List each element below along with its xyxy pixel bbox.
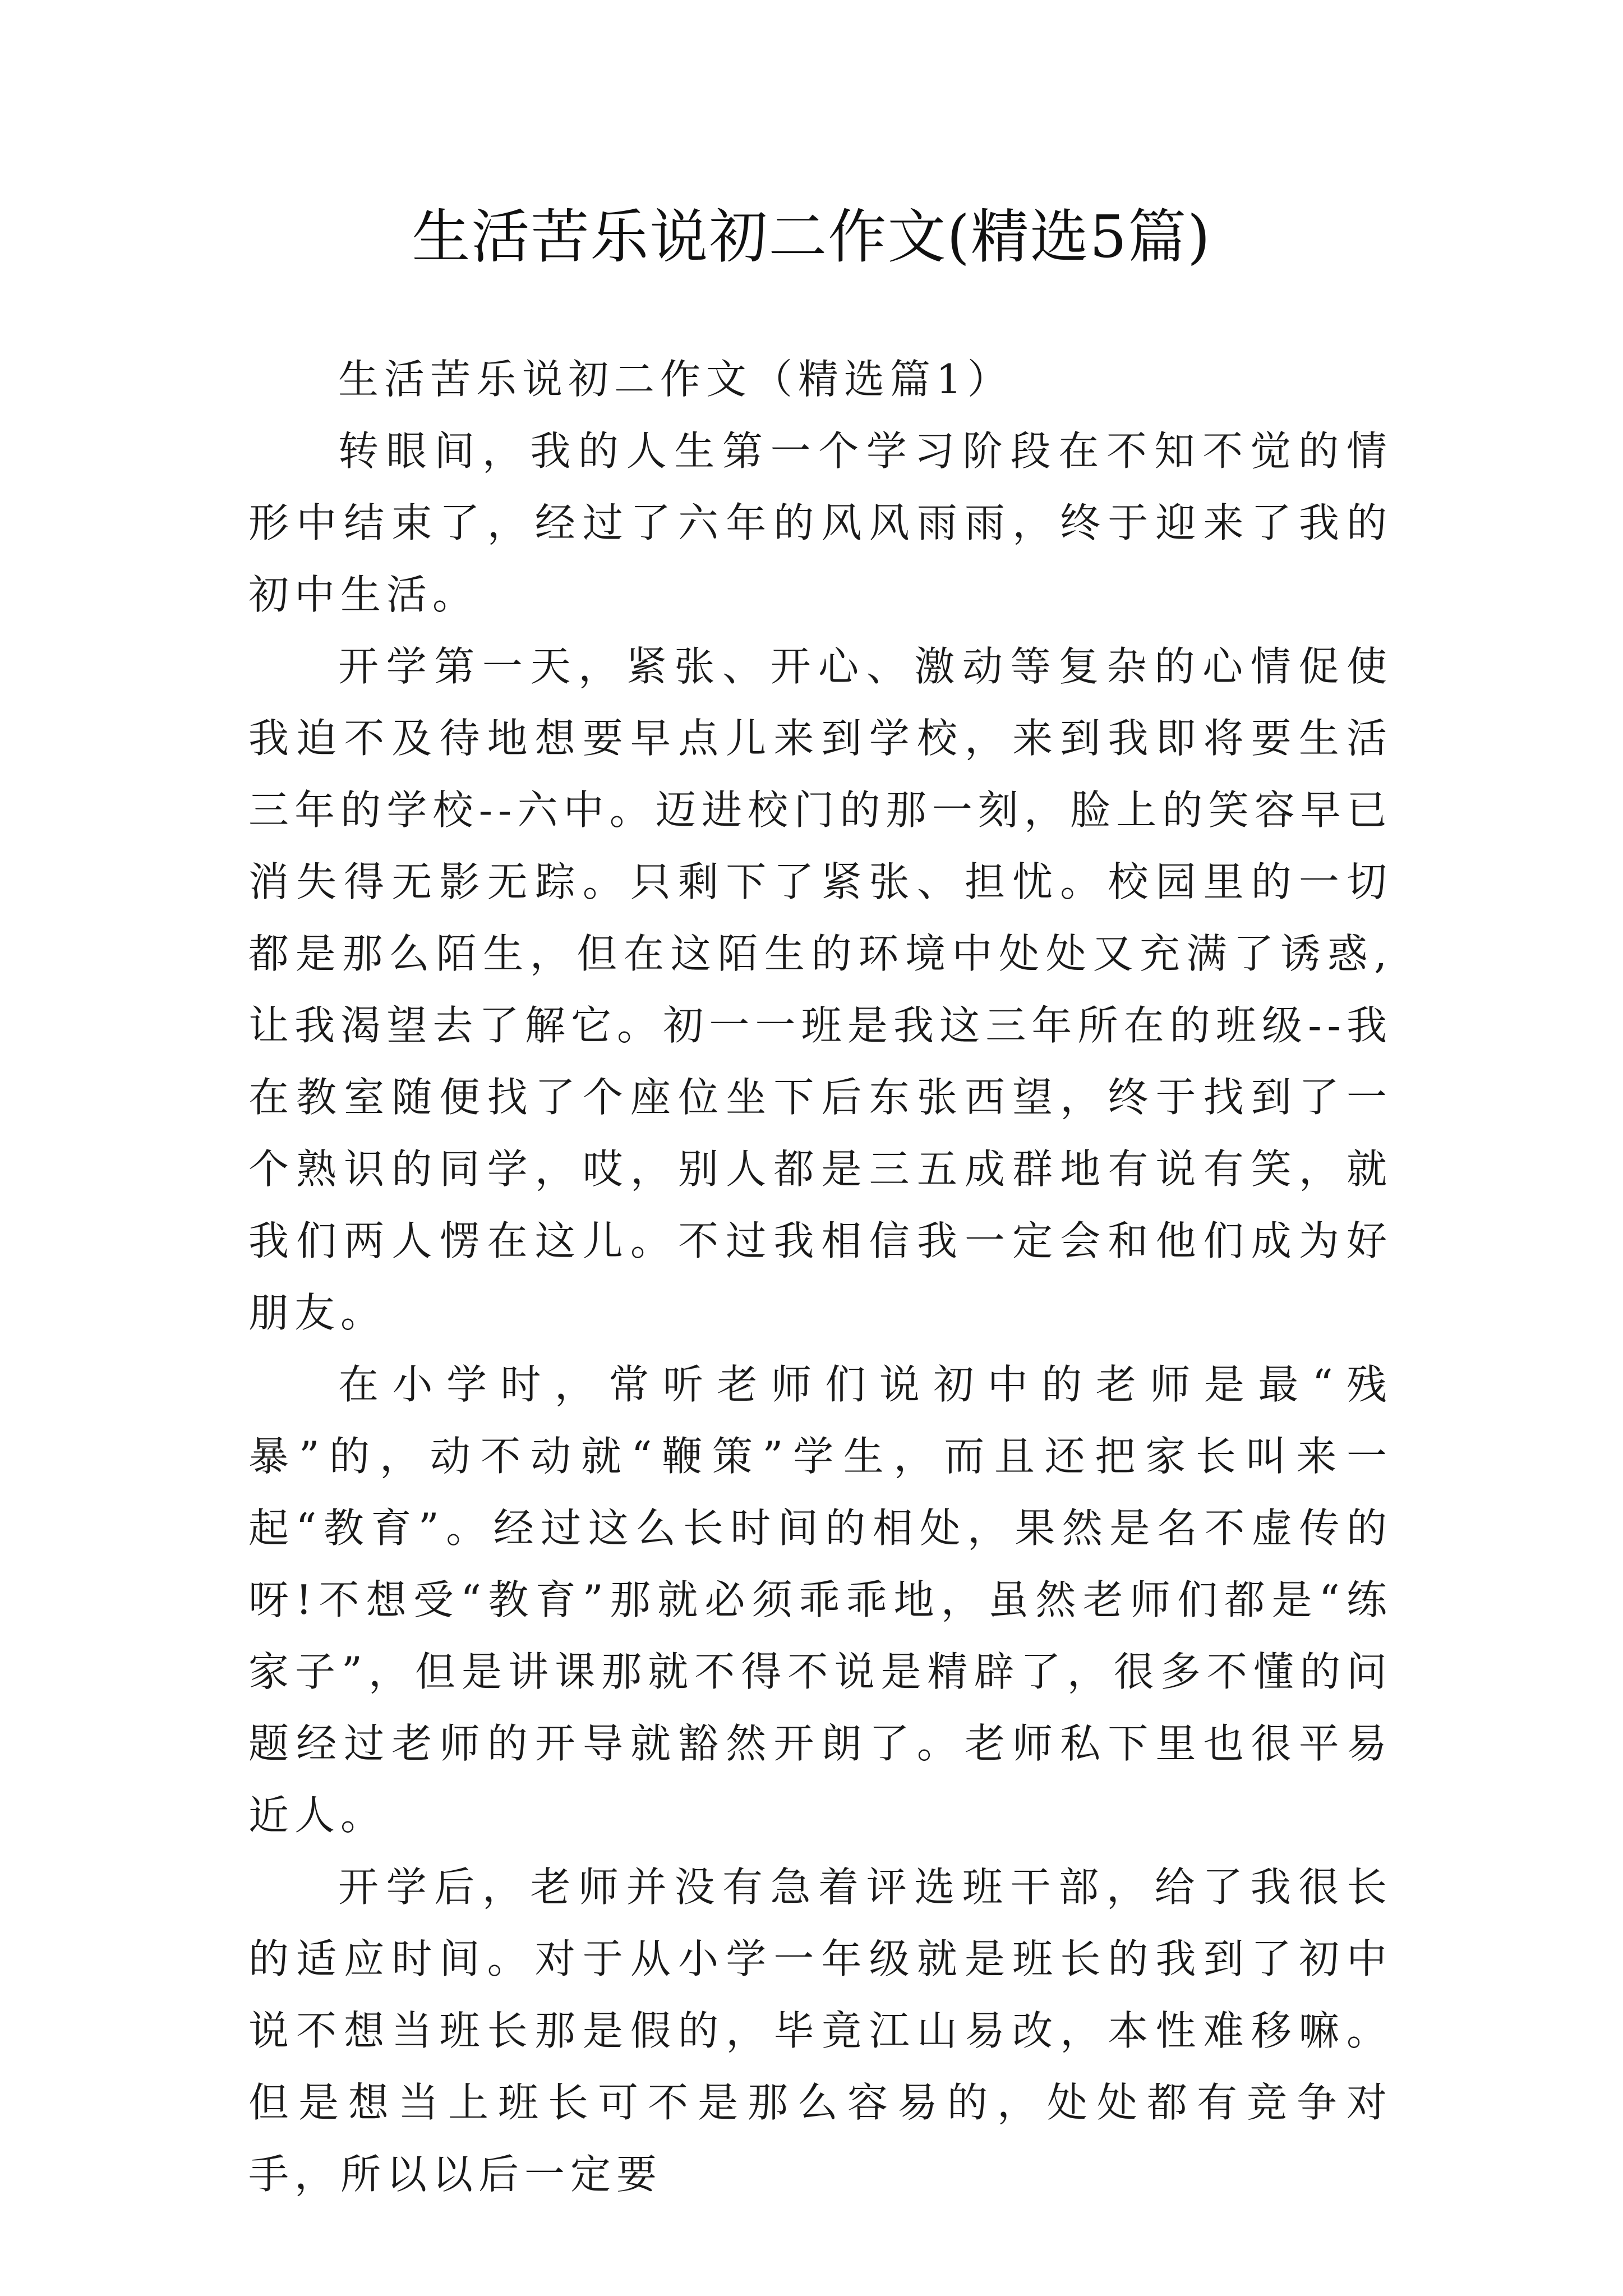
paragraph-4: 开学后，老师并没有急着评选班干部，给了我很长的适应时间。对于从小学一年级就是班长的我到了初中说不想当班长那是假的，毕竟江山易改，本性难移嘛。但是想当上班长可不是那么容易的，处处都有竞争对手，所以以后一定要 [248,1864,1393,2198]
document-title: 生活苦乐说初二作文(精选5篇) [412,203,1211,271]
paragraph-3: 在小学时，常听老师们说初中的老师是最“残暴”的，动不动就“鞭策”学生，而且还把家长叫来一起“教育”。经过这么长时间的相处，果然是名不虚传的呀!不想受“教育”那就必须乖乖地，虽然老师们都是“练家子”，但是讲课那就不得不说是精辟了，很多不懂的问题经过老师的开导就豁然开朗了。老师私下里也很平易近人。 [248,1361,1393,1839]
section-heading: 生活苦乐说初二作文（精选篇1） [338,356,1013,403]
document-body [248,343,1393,2210]
paragraph-2: 开学第一天，紧张、开心、激动等复杂的心情促使我迫不及待地想要早点儿来到学校，来到我即将要生活三年的学校--六中。迈进校门的那一刻，脸上的笑容早已消失得无影无踪。只剩下了紧张、担忧。校园里的一切都是那么陌生，但在这陌生的环境中处处又充满了诱惑,让我渴望去了解它。初一一班是我这三年所在的班级--我在教室随便找了个座位坐下后东张西望，终于找到了一个熟识的同学，哎，别人都是三五成群地有说有笑，就我们两人愣在这儿。不过我相信我一定会和他们成为好朋友。 [248,643,1393,1336]
paragraph-1: 转眼间，我的人生第一个学习阶段在不知不觉的情形中结束了，经过了六年的风风雨雨，终于迎来了我的初中生活。 [248,427,1393,618]
